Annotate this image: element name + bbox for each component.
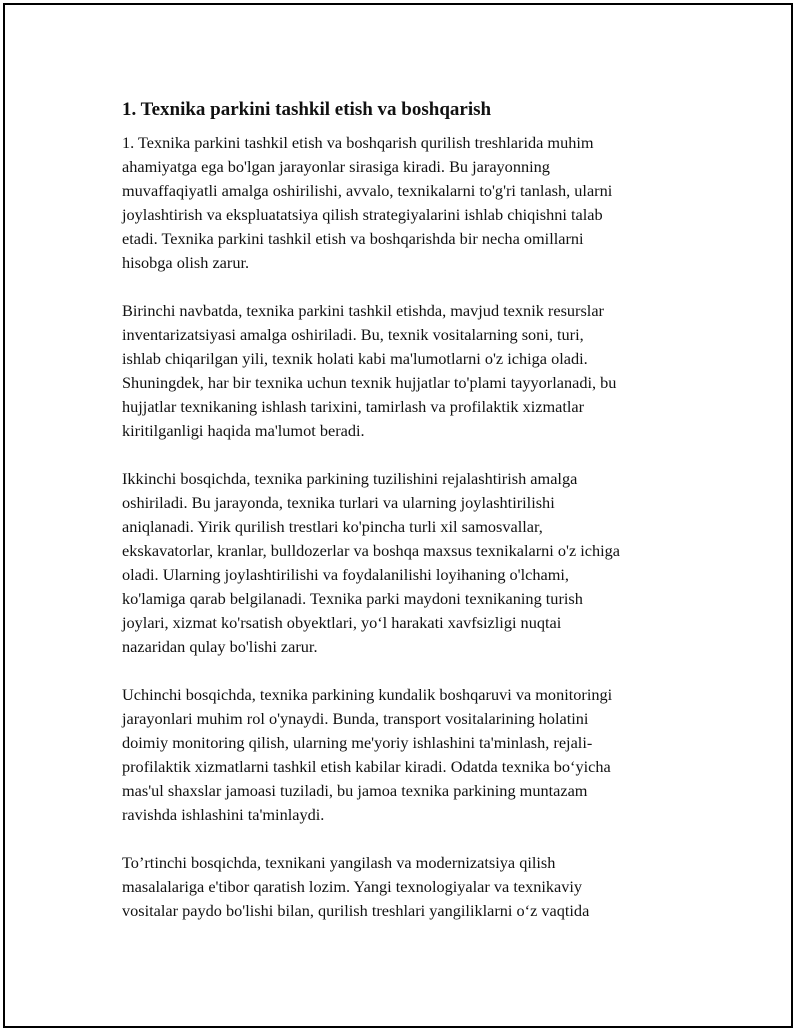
paragraph-fourth-stage: [122, 851, 702, 923]
section-heading: 1. Texnika parkini tashkil etish va boshqarish: [122, 99, 492, 120]
text-line: profilaktik xizmatlarni tashkil etish kabilar kiradi. Odatda texnika bo‘yicha: [122, 757, 611, 776]
text-line: masalalariga e'tibor qaratish lozim. Yangi texnologiyalar va texnikaviy: [122, 877, 583, 896]
text-line: ko'lamiga qarab belgilanadi. Texnika parki maydoni texnikaning turish: [122, 589, 583, 608]
text-line: hujjatlar texnikaning ishlash tarixini, tamirlash va profilaktik xizmatlar: [122, 397, 585, 416]
text-line: aniqlanadi. Yirik qurilish trestlari ko'pincha turli xil samosvallar,: [122, 517, 543, 536]
text-line: 1. Texnika parkini tashkil etish va boshqarish qurilish treshlarida muhim: [122, 133, 594, 152]
text-line: kiritilganligi haqida ma'lumot beradi.: [122, 421, 365, 440]
document-body: [122, 97, 702, 947]
text-line: oshiriladi. Bu jarayonda, texnika turlari va ularning joylashtirilishi: [122, 493, 555, 512]
text-line: To’rtinchi bosqichda, texnikani yangilash va modernizatsiya qilish: [122, 853, 556, 872]
text-line: hisobga olish zarur.: [122, 253, 250, 272]
text-line: jarayonlari muhim rol o'ynaydi. Bunda, transport vositalarining holatini: [122, 709, 589, 728]
text-line: vositalar paydo bo'lishi bilan, qurilish treshlari yangiliklarni o‘z vaqtida: [122, 901, 590, 920]
text-line: muvaffaqiyatli amalga oshirilishi, avvalo, texnikalarni to'g'ri tanlash, ularni: [122, 181, 613, 200]
text-line: etadi. Texnika parkini tashkil etish va boshqarishda bir necha omillarni: [122, 229, 584, 248]
paragraph-first-stage: [122, 299, 702, 443]
text-line: Shuningdek, har bir texnika uchun texnik hujjatlar to'plami tayyorlanadi, bu: [122, 373, 617, 392]
text-line: Ikkinchi bosqichda, texnika parkining tuzilishini rejalashtirish amalga: [122, 469, 578, 488]
paragraph-third-stage: [122, 683, 702, 827]
text-line: mas'ul shaxslar jamoasi tuziladi, bu jamoa texnika parkining muntazam: [122, 781, 588, 800]
text-line: nazaridan qulay bo'lishi zarur.: [122, 637, 318, 656]
text-line: ishlab chiqarilgan yili, texnik holati kabi ma'lumotlarni o'z ichiga oladi.: [122, 349, 588, 368]
text-line: ekskavatorlar, kranlar, bulldozerlar va boshqa maxsus texnikalarni o'z ichiga: [122, 541, 621, 560]
text-line: Uchinchi bosqichda, texnika parkining kundalik boshqaruvi va monitoringi: [122, 685, 613, 704]
text-line: doimiy monitoring qilish, ularning me'yoriy ishlashini ta'minlash, rejali-: [122, 733, 593, 752]
text-line: inventarizatsiyasi amalga oshiriladi. Bu, texnik vositalarning soni, turi,: [122, 325, 584, 344]
text-line: ravishda ishlashini ta'minlaydi.: [122, 805, 325, 824]
text-line: joylashtirish va ekspluatatsiya qilish strategiyalarini ishlab chiqishni talab: [122, 205, 603, 224]
paragraph-second-stage: [122, 467, 702, 659]
text-line: joylari, xizmat ko'rsatish obyektlari, yo‘l harakati xavfsizligi nuqtai: [122, 613, 562, 632]
text-line: ahamiyatga ega bo'lgan jarayonlar sirasiga kiradi. Bu jarayonning: [122, 157, 550, 176]
text-line: oladi. Ularning joylashtirilishi va foydalanilishi loyihaning o'lchami,: [122, 565, 569, 584]
paragraph-intro: [122, 131, 702, 275]
page-frame: [3, 3, 793, 1028]
text-line: Birinchi navbatda, texnika parkini tashkil etishda, mavjud texnik resurslar: [122, 301, 604, 320]
